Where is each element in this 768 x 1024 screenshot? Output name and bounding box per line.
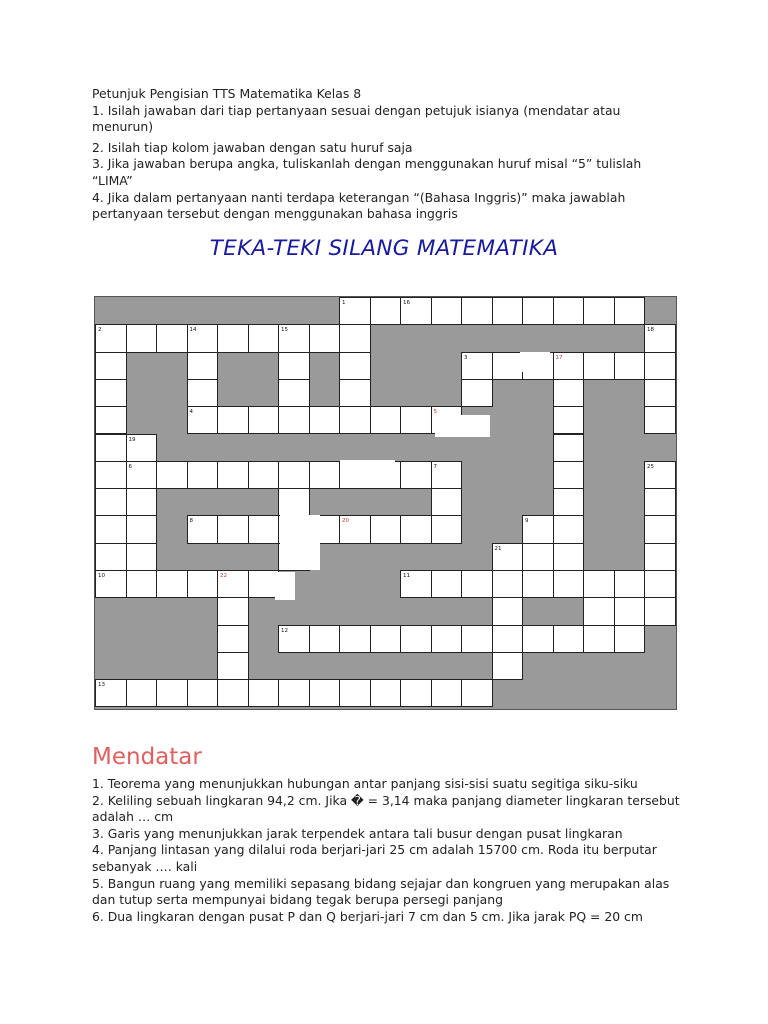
crossword-cell[interactable] [95,406,127,434]
crossword-grid [94,296,677,710]
crossword-cell[interactable] [95,379,127,407]
crossword-cell[interactable] [400,515,432,543]
crossword-cell[interactable] [431,679,463,707]
crossword-cell[interactable] [95,324,127,352]
crossword-cell[interactable] [278,324,310,352]
crossword-cell[interactable] [248,324,280,352]
clue-item: 4. Panjang lintasan yang dilalui roda berjari-jari 25 cm adalah 15700 cm. Roda itu berputar sebanyak …. kali [92,842,657,874]
instructions-heading: Petunjuk Pengisian TTS Matematika Kelas 8 [92,86,362,101]
crossword-cell[interactable] [217,625,249,653]
clue-number: 2 [98,327,102,334]
scan-smudge [280,515,320,570]
clue-item: 1. Teorema yang menunjukkan hubungan antar panjang sisi-sisi suatu segitiga siku-siku [92,776,638,791]
crossword-cell[interactable] [370,679,402,707]
scan-smudge [275,572,295,600]
crossword-cell[interactable] [644,352,676,380]
crossword-cell[interactable] [339,406,371,434]
crossword-cell[interactable] [431,570,463,598]
crossword-cell[interactable] [522,570,554,598]
instruction-item: 1. Isilah jawaban dari tiap pertanyaan sesuai dengan petujuk isianya (mendatar atau menurun) [92,102,621,135]
crossword-cell[interactable] [400,297,432,325]
clue-number: 20 [342,518,349,525]
crossword-cell[interactable] [553,488,585,516]
crossword-cell[interactable] [553,461,585,489]
crossword-cell[interactable] [309,324,341,352]
instructions [92,86,652,223]
crossword-cell[interactable] [553,297,585,325]
crossword-cell[interactable] [400,406,432,434]
crossword-cell[interactable] [126,570,158,598]
crossword-cell[interactable] [553,434,585,462]
crossword-cell[interactable] [583,352,615,380]
crossword-cell[interactable] [126,324,158,352]
clue-number: 12 [281,627,288,634]
clue-number: 3 [464,354,468,361]
crossword-cell[interactable] [614,570,646,598]
crossword-cell[interactable] [553,515,585,543]
crossword-cell[interactable] [339,515,371,543]
crossword-cell[interactable] [217,570,249,598]
crossword-cell[interactable] [187,352,219,380]
crossword-cell[interactable] [278,379,310,407]
scan-smudge [340,460,395,488]
crossword-cell[interactable] [400,461,432,489]
crossword-cell[interactable] [187,515,219,543]
crossword-cell[interactable] [126,515,158,543]
clue-number: 4 [189,409,193,416]
crossword-cell[interactable] [217,652,249,680]
crossword-cell[interactable] [217,461,249,489]
clue-number: 25 [647,463,654,470]
crossword-cell[interactable] [522,515,554,543]
clue-number: 21 [494,545,502,552]
crossword-cell[interactable] [644,324,676,352]
crossword-cell[interactable] [339,352,371,380]
crossword-cell[interactable] [217,597,249,625]
scan-smudge [520,352,550,372]
crossword-cell[interactable] [492,570,524,598]
crossword-cell[interactable] [553,379,585,407]
crossword-cell[interactable] [187,324,219,352]
crossword-cell[interactable] [187,379,219,407]
crossword-cell[interactable] [217,515,249,543]
crossword-cell[interactable] [95,679,127,707]
crossword-cell[interactable] [644,597,676,625]
crossword-cell[interactable] [614,625,646,653]
crossword-cell[interactable] [400,625,432,653]
clue-number: 17 [555,354,563,361]
crossword-cell[interactable] [583,597,615,625]
clue-item: 3. Garis yang menunjukkan jarak terpendek antara tali busur dengan pusat lingkaran [92,825,623,841]
crossword-cell[interactable] [553,352,585,380]
crossword-cell[interactable] [217,406,249,434]
crossword-cell[interactable] [644,570,676,598]
crossword-cell[interactable] [156,570,188,598]
clue-number: 7 [433,463,437,470]
crossword-cell[interactable] [492,652,524,680]
crossword-cell[interactable] [126,543,158,571]
crossword-cell[interactable] [431,515,463,543]
crossword-cell[interactable] [431,297,463,325]
clue-number: 6 [128,463,132,470]
crossword-cell[interactable] [614,297,646,325]
crossword-cell[interactable] [644,379,676,407]
page-title: TEKA-TEKI SILANG MATEMATIKA [209,236,559,261]
crossword-cell[interactable] [583,297,615,325]
clue-number: 22 [220,573,227,579]
crossword-cell[interactable] [156,679,188,707]
clue-number: 19 [128,436,136,443]
crossword-cell[interactable] [248,679,280,707]
crossword-cell[interactable] [126,434,158,462]
crossword-cell[interactable] [339,297,371,325]
crossword-cell[interactable] [431,461,463,489]
crossword-cell[interactable] [278,625,310,653]
crossword-cell[interactable] [309,406,341,434]
crossword-cell[interactable] [126,488,158,516]
crossword-cell[interactable] [614,597,646,625]
crossword-cell[interactable] [400,570,432,598]
crossword-cell[interactable] [126,679,158,707]
clue-number: 16 [403,300,410,306]
crossword-cell[interactable] [400,679,432,707]
crossword-cell[interactable] [553,543,585,571]
crossword-cell[interactable] [492,597,524,625]
clue-item: 6. Dua lingkaran dengan pusat P dan Q berjari-jari 7 cm dan 5 cm. Jika jarak PQ = 20 cm [92,908,643,924]
crossword-cell[interactable] [278,488,310,516]
crossword-cell[interactable] [309,679,341,707]
crossword-cell[interactable] [95,543,127,571]
crossword-cell[interactable] [492,625,524,653]
crossword-cell[interactable] [553,406,585,434]
crossword-cell[interactable] [370,515,402,543]
crossword-cell[interactable] [95,352,127,380]
crossword-cell[interactable] [126,461,158,489]
clue-item: 2. Keliling sebuah lingkaran 94,2 cm. Jika � = 3,14 maka panjang diameter lingkaran tersebut adalah … cm [92,792,680,825]
crossword-cell[interactable] [431,625,463,653]
clue-item: 5. Bangun ruang yang memiliki sepasang bidang sejajar dan kongruen yang merupakan alas dan tutup serta mempunyai bidang tegak berupa persegi panjang [92,875,670,908]
crossword-cell[interactable] [522,297,554,325]
clue-number: 18 [647,327,654,334]
crossword-cell[interactable] [95,570,127,598]
clue-number: 9 [525,518,529,525]
crossword-cell[interactable] [583,570,615,598]
crossword-cell[interactable] [461,679,493,707]
crossword-cell[interactable] [278,679,310,707]
crossword-cell[interactable] [95,461,127,489]
crossword-cell[interactable] [95,488,127,516]
mendatar-heading: Mendatar [92,744,202,770]
crossword-cell[interactable] [644,461,676,489]
crossword-cell[interactable] [644,515,676,543]
clue-number: 10 [98,573,105,579]
crossword-cell[interactable] [278,461,310,489]
crossword-cell[interactable] [248,515,280,543]
clue-number: 15 [281,327,288,334]
clue-number: 14 [189,327,197,334]
crossword-cell[interactable] [248,406,280,434]
crossword-cell[interactable] [522,543,554,571]
crossword-cell[interactable] [461,625,493,653]
crossword-cell[interactable] [156,324,188,352]
crossword-cell[interactable] [370,297,402,325]
crossword-cell[interactable] [339,679,371,707]
crossword-cell[interactable] [492,297,524,325]
crossword-cell[interactable] [339,324,371,352]
crossword-cell[interactable] [492,543,524,571]
crossword-cell[interactable] [309,461,341,489]
crossword-cell[interactable] [492,352,524,380]
crossword-cell[interactable] [339,625,371,653]
clue-number: 5 [433,409,437,416]
instruction-item: 4. Jika dalam pertanyaan nanti terdapa keterangan “(Bahasa Inggris)” maka jawablah pertanyaan tersebut dengan menggunakan bahasa inggris [92,189,626,222]
crossword-cell[interactable] [461,297,493,325]
crossword-cell[interactable] [95,434,127,462]
crossword-cell[interactable] [309,625,341,653]
crossword-cell[interactable] [644,406,676,434]
crossword-cell[interactable] [217,679,249,707]
crossword-cell[interactable] [95,515,127,543]
crossword-cell[interactable] [461,352,493,380]
instruction-item: 2. Isilah tiap kolom jawaban dengan satu huruf saja [92,139,413,155]
crossword-cell[interactable] [187,406,219,434]
instruction-item: 3. Jika jawaban berupa angka, tuliskanlah dengan menggunakan huruf misal “5” tulislah “LIMA” [92,156,642,188]
crossword-cell[interactable] [370,406,402,434]
crossword-cell[interactable] [553,570,585,598]
crossword-cell[interactable] [217,324,249,352]
crossword-cell[interactable] [522,625,554,653]
crossword-cell[interactable] [156,461,188,489]
crossword-cell[interactable] [187,570,219,598]
crossword-cell[interactable] [187,461,219,489]
crossword-cell[interactable] [278,352,310,380]
crossword-cell[interactable] [339,379,371,407]
crossword-cell[interactable] [370,625,402,653]
clue-number: 11 [403,573,410,579]
crossword-cell[interactable] [583,625,615,653]
crossword-cell[interactable] [553,625,585,653]
crossword-cell[interactable] [278,406,310,434]
mendatar-clues [92,776,682,925]
crossword-cell[interactable] [461,379,493,407]
crossword-cell[interactable] [644,543,676,571]
clue-number: 8 [189,518,193,525]
clue-number: 13 [98,682,105,689]
crossword-cell[interactable] [431,488,463,516]
crossword-cell[interactable] [461,570,493,598]
crossword-cell[interactable] [644,488,676,516]
clue-number: 1 [342,300,346,306]
crossword-cell[interactable] [248,461,280,489]
crossword-cell[interactable] [614,352,646,380]
crossword-cell[interactable] [187,679,219,707]
scan-smudge [435,415,490,437]
